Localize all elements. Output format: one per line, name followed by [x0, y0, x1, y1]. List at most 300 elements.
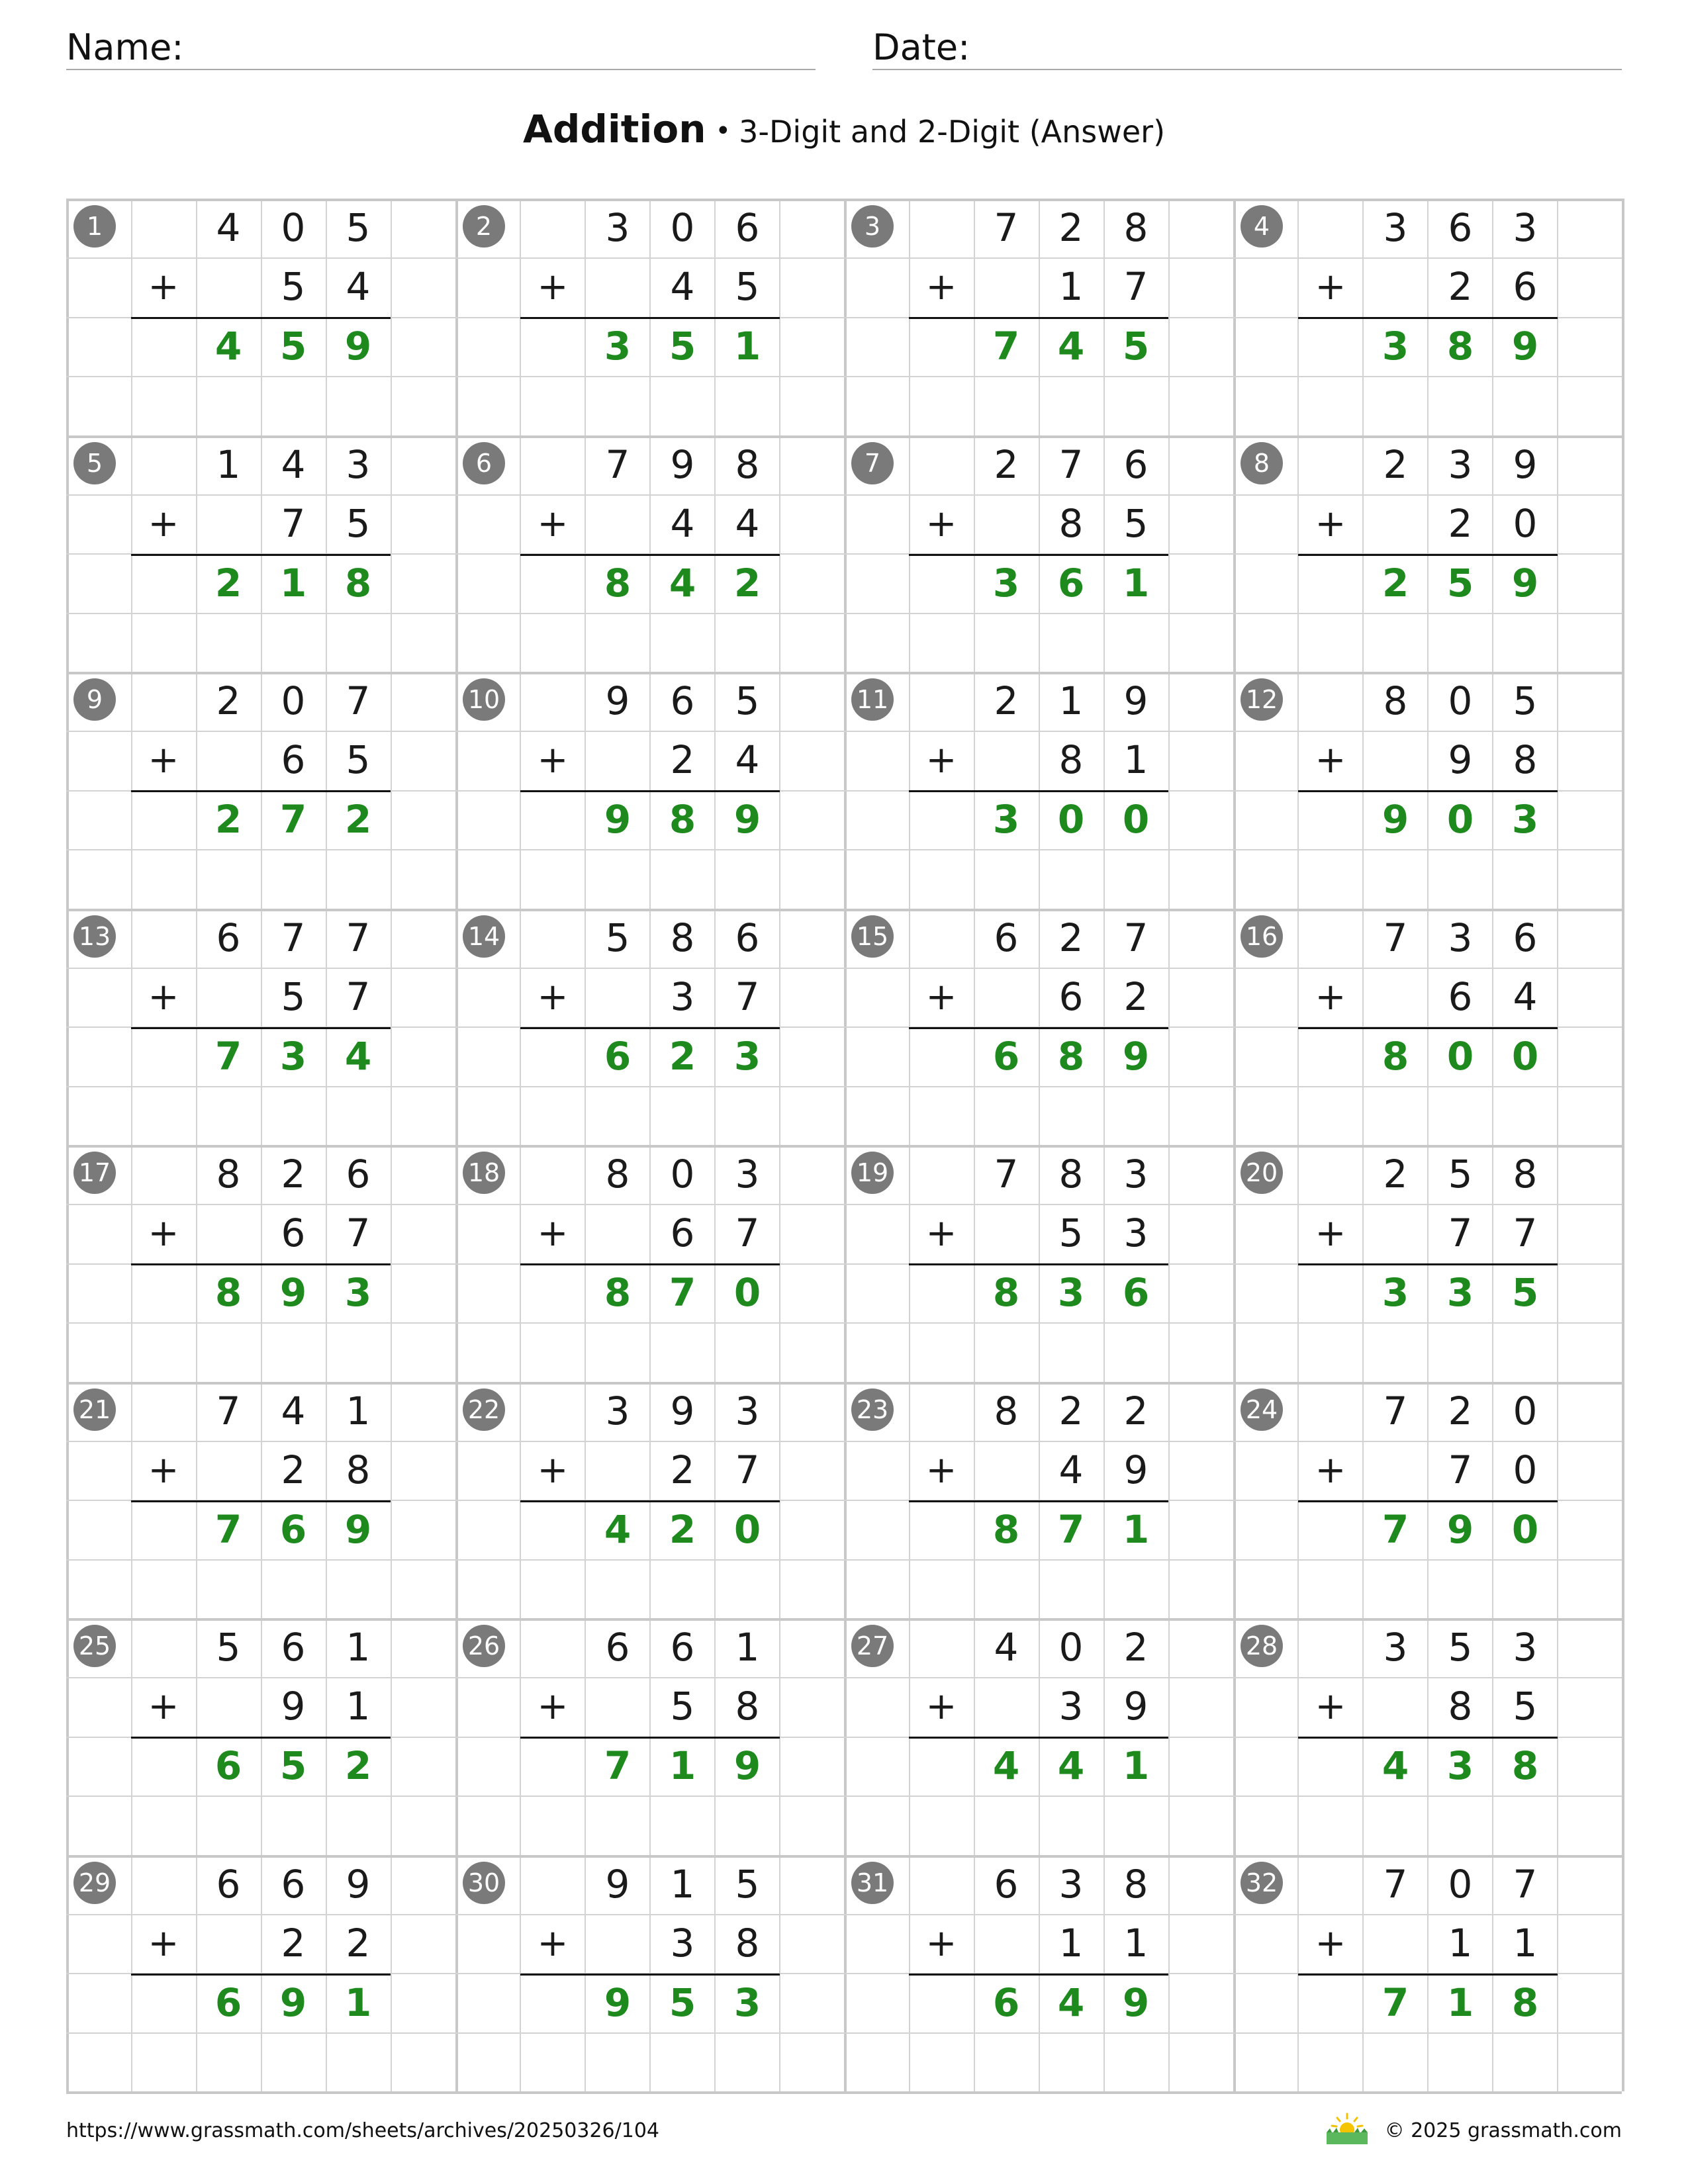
problem-number-badge: 8 — [1241, 442, 1283, 484]
answer-digit: 2 — [214, 561, 242, 606]
plus-sign: + — [148, 976, 179, 1019]
answer-digit: 7 — [604, 1743, 632, 1788]
answer-digit: 0 — [1511, 1034, 1539, 1079]
problem-number-badge: 13 — [73, 915, 116, 958]
answer-digit: 8 — [604, 1270, 632, 1315]
date-field[interactable] — [872, 20, 1622, 70]
answer-digit: 8 — [1446, 324, 1474, 369]
addend-bottom-digit: 7 — [735, 1447, 760, 1492]
plus-sign: + — [925, 1449, 957, 1492]
answer-digit: 4 — [214, 324, 242, 369]
problem-31 — [844, 1855, 1233, 2091]
addend-bottom-digit: 6 — [1448, 974, 1473, 1019]
answer-digit: 5 — [1511, 1270, 1539, 1315]
problem-number-badge: 32 — [1241, 1862, 1283, 1904]
answer-digit: 2 — [1382, 561, 1409, 606]
plus-sign: + — [537, 1449, 569, 1492]
problem-number-badge: 22 — [463, 1388, 505, 1431]
problem-number-badge: 20 — [1241, 1152, 1283, 1194]
addend-top-digit: 6 — [605, 1625, 630, 1670]
answer-digit: 3 — [1382, 324, 1409, 369]
answer-digit: 2 — [733, 561, 761, 606]
plus-sign: + — [148, 502, 179, 545]
answer-digit: 6 — [279, 1507, 307, 1552]
problem-32 — [1233, 1855, 1622, 2091]
title-main: Addition — [522, 107, 706, 152]
plus-sign: + — [925, 976, 957, 1019]
addend-top-digit: 7 — [1383, 1388, 1408, 1433]
problem-23 — [844, 1382, 1233, 1617]
answer-digit: 1 — [669, 1743, 696, 1788]
problem-number-badge: 17 — [73, 1152, 116, 1194]
addend-top-digit: 7 — [994, 1152, 1019, 1197]
addend-top-digit: 7 — [281, 915, 306, 960]
addend-top-digit: 0 — [670, 205, 695, 250]
addend-bottom-digit: 7 — [281, 501, 306, 546]
worksheet-title — [0, 99, 1688, 163]
addend-top-digit: 6 — [281, 1862, 306, 1907]
addend-bottom-digit: 2 — [670, 737, 695, 782]
addend-bottom-digit: 1 — [1513, 1921, 1538, 1966]
addend-bottom-digit: 1 — [1058, 264, 1084, 309]
addend-top-digit: 2 — [281, 1152, 306, 1197]
answer-digit: 7 — [1382, 1980, 1409, 2025]
addend-top-digit: 6 — [216, 1862, 241, 1907]
plus-sign: + — [925, 502, 957, 545]
grid-line-horizontal — [66, 2091, 1622, 2094]
date-label: Date: — [872, 26, 970, 68]
answer-digit: 6 — [992, 1034, 1020, 1079]
plus-sign: + — [1315, 265, 1346, 308]
answer-digit: 9 — [733, 797, 761, 842]
answer-digit: 6 — [1122, 1270, 1150, 1315]
plus-sign: + — [537, 739, 569, 782]
answer-digit: 8 — [214, 1270, 242, 1315]
addend-bottom-digit: 9 — [1123, 1684, 1149, 1729]
addend-top-digit: 5 — [1513, 678, 1538, 723]
plus-sign: + — [148, 1449, 179, 1492]
answer-digit: 7 — [279, 797, 307, 842]
addend-bottom-digit: 4 — [735, 737, 760, 782]
addend-top-digit: 1 — [346, 1388, 371, 1433]
addend-bottom-digit: 6 — [1058, 974, 1084, 1019]
answer-digit: 8 — [1511, 1743, 1539, 1788]
problem-number-badge: 5 — [73, 442, 116, 484]
addend-top-digit: 2 — [994, 678, 1019, 723]
addend-top-digit: 7 — [1123, 915, 1149, 960]
plus-sign: + — [537, 1922, 569, 1965]
addend-top-digit: 6 — [1513, 915, 1538, 960]
problem-number-badge: 7 — [851, 442, 894, 484]
problem-number-badge: 14 — [463, 915, 505, 958]
answer-digit: 4 — [1057, 1743, 1085, 1788]
plus-sign: + — [1315, 502, 1346, 545]
answer-digit: 0 — [733, 1270, 761, 1315]
answer-digit: 0 — [1122, 797, 1150, 842]
addend-bottom-digit: 7 — [1448, 1210, 1473, 1255]
plus-sign: + — [1315, 976, 1346, 1019]
answer-digit: 4 — [1057, 1980, 1085, 2025]
answer-digit: 3 — [604, 324, 632, 369]
addend-bottom-digit: 3 — [670, 1921, 695, 1966]
answer-digit: 4 — [1382, 1743, 1409, 1788]
plus-sign: + — [537, 502, 569, 545]
plus-sign: + — [148, 265, 179, 308]
addend-top-digit: 0 — [1448, 1862, 1473, 1907]
addend-top-digit: 6 — [994, 915, 1019, 960]
problem-number-badge: 15 — [851, 915, 894, 958]
problem-number-badge: 19 — [851, 1152, 894, 1194]
answer-digit: 8 — [1511, 1980, 1539, 2025]
footer-url[interactable]: https://www.grassmath.com/sheets/archives/20250326/104 — [66, 2119, 660, 2142]
answer-digit: 8 — [669, 797, 696, 842]
answer-digit: 0 — [1446, 1034, 1474, 1079]
addend-bottom-digit: 4 — [1058, 1447, 1084, 1492]
addend-top-digit: 6 — [735, 915, 760, 960]
problem-21 — [66, 1382, 455, 1617]
addend-top-digit: 5 — [605, 915, 630, 960]
plus-sign: + — [1315, 1212, 1346, 1255]
addend-top-digit: 6 — [216, 915, 241, 960]
answer-digit: 7 — [992, 324, 1020, 369]
addend-bottom-digit: 5 — [1123, 501, 1149, 546]
answer-digit: 2 — [344, 1743, 372, 1788]
answer-digit: 5 — [279, 324, 307, 369]
addend-top-digit: 7 — [605, 442, 630, 487]
addend-bottom-digit: 3 — [1123, 1210, 1149, 1255]
answer-digit: 8 — [344, 561, 372, 606]
problem-24 — [1233, 1382, 1622, 1617]
answer-digit: 1 — [344, 1980, 372, 2025]
answer-digit: 9 — [733, 1743, 761, 1788]
addend-top-digit: 1 — [1058, 678, 1084, 723]
addend-bottom-digit: 2 — [1123, 974, 1149, 1019]
addend-top-digit: 0 — [1513, 1388, 1538, 1433]
addend-bottom-digit: 3 — [1058, 1684, 1084, 1729]
problem-22 — [455, 1382, 845, 1617]
answer-digit: 4 — [669, 561, 696, 606]
addend-top-digit: 0 — [670, 1152, 695, 1197]
answer-digit: 3 — [1446, 1270, 1474, 1315]
title-subtitle: 3-Digit and 2-Digit (Answer) — [739, 114, 1166, 150]
addend-top-digit: 3 — [605, 205, 630, 250]
answer-digit: 5 — [669, 324, 696, 369]
answer-digit: 7 — [1057, 1507, 1085, 1552]
answer-digit: 1 — [733, 324, 761, 369]
answer-digit: 1 — [1122, 1743, 1150, 1788]
problem-28 — [1233, 1618, 1622, 1854]
addend-bottom-digit: 4 — [670, 264, 695, 309]
plus-sign: + — [925, 265, 957, 308]
addend-bottom-digit: 7 — [346, 1210, 371, 1255]
addend-bottom-digit: 7 — [1123, 264, 1149, 309]
addend-top-digit: 4 — [281, 1388, 306, 1433]
answer-digit: 3 — [1446, 1743, 1474, 1788]
addend-top-digit: 5 — [1448, 1625, 1473, 1670]
addend-top-digit: 3 — [1383, 205, 1408, 250]
answer-digit: 3 — [1057, 1270, 1085, 1315]
addend-top-digit: 2 — [1383, 442, 1408, 487]
addend-bottom-digit: 6 — [281, 1210, 306, 1255]
problem-15 — [844, 909, 1233, 1144]
addend-top-digit: 8 — [1123, 205, 1149, 250]
answer-digit: 1 — [279, 561, 307, 606]
addend-top-digit: 2 — [1383, 1152, 1408, 1197]
problem-number-badge: 1 — [73, 205, 116, 248]
answer-digit: 9 — [604, 797, 632, 842]
problem-number-badge: 12 — [1241, 678, 1283, 721]
addend-bottom-digit: 5 — [281, 974, 306, 1019]
answer-digit: 3 — [733, 1980, 761, 2025]
answer-digit: 1 — [1122, 1507, 1150, 1552]
addend-top-digit: 8 — [670, 915, 695, 960]
plus-sign: + — [148, 1212, 179, 1255]
answer-digit: 2 — [669, 1507, 696, 1552]
problem-5 — [66, 435, 455, 671]
problem-number-badge: 6 — [463, 442, 505, 484]
answer-digit: 8 — [992, 1507, 1020, 1552]
addend-top-digit: 3 — [1058, 1862, 1084, 1907]
addend-top-digit: 6 — [346, 1152, 371, 1197]
answer-digit: 9 — [279, 1980, 307, 2025]
problem-13 — [66, 909, 455, 1144]
problem-number-badge: 28 — [1241, 1625, 1283, 1667]
answer-digit: 1 — [1446, 1980, 1474, 2025]
problem-11 — [844, 672, 1233, 907]
answer-digit: 0 — [733, 1507, 761, 1552]
addend-top-digit: 0 — [1448, 678, 1473, 723]
plus-sign: + — [537, 976, 569, 1019]
plus-sign: + — [537, 265, 569, 308]
answer-digit: 2 — [669, 1034, 696, 1079]
problem-16 — [1233, 909, 1622, 1144]
addend-top-digit: 8 — [735, 442, 760, 487]
problem-number-badge: 18 — [463, 1152, 505, 1194]
addend-bottom-digit: 9 — [1123, 1447, 1149, 1492]
addend-bottom-digit: 2 — [281, 1447, 306, 1492]
answer-digit: 9 — [1122, 1980, 1150, 2025]
addend-top-digit: 2 — [1058, 205, 1084, 250]
addend-top-digit: 1 — [216, 442, 241, 487]
answer-digit: 0 — [1446, 797, 1474, 842]
answer-digit: 6 — [214, 1743, 242, 1788]
addend-top-digit: 9 — [670, 1388, 695, 1433]
addend-top-digit: 1 — [670, 1862, 695, 1907]
addend-bottom-digit: 8 — [1058, 501, 1084, 546]
addend-top-digit: 8 — [1383, 678, 1408, 723]
addend-top-digit: 4 — [281, 442, 306, 487]
problem-10 — [455, 672, 845, 907]
answer-digit: 0 — [1057, 797, 1085, 842]
addend-top-digit: 9 — [605, 678, 630, 723]
problem-9 — [66, 672, 455, 907]
answer-digit: 6 — [992, 1980, 1020, 2025]
addend-top-digit: 7 — [1383, 1862, 1408, 1907]
addend-top-digit: 7 — [346, 678, 371, 723]
addend-bottom-digit: 7 — [1513, 1210, 1538, 1255]
addend-top-digit: 8 — [1123, 1862, 1149, 1907]
problem-29 — [66, 1855, 455, 2091]
plus-sign: + — [1315, 1685, 1346, 1728]
answer-digit: 9 — [279, 1270, 307, 1315]
addend-bottom-digit: 5 — [1058, 1210, 1084, 1255]
addend-top-digit: 9 — [1123, 678, 1149, 723]
addend-bottom-digit: 8 — [346, 1447, 371, 1492]
addend-bottom-digit: 6 — [670, 1210, 695, 1255]
problem-number-badge: 24 — [1241, 1388, 1283, 1431]
answer-digit: 1 — [1122, 561, 1150, 606]
addend-top-digit: 5 — [735, 1862, 760, 1907]
problem-number-badge: 10 — [463, 678, 505, 721]
addend-top-digit: 2 — [1123, 1388, 1149, 1433]
addend-bottom-digit: 2 — [1448, 264, 1473, 309]
answer-digit: 9 — [1446, 1507, 1474, 1552]
addend-bottom-digit: 5 — [1513, 1684, 1538, 1729]
addend-top-digit: 2 — [994, 442, 1019, 487]
addend-top-digit: 7 — [1513, 1862, 1538, 1907]
addend-bottom-digit: 7 — [735, 974, 760, 1019]
addend-bottom-digit: 2 — [346, 1921, 371, 1966]
addend-top-digit: 5 — [1448, 1152, 1473, 1197]
addend-bottom-digit: 8 — [735, 1921, 760, 1966]
addend-top-digit: 3 — [1513, 205, 1538, 250]
addend-top-digit: 9 — [605, 1862, 630, 1907]
addend-top-digit: 7 — [216, 1388, 241, 1433]
grass-sun-logo-icon — [1324, 2111, 1370, 2146]
addend-top-digit: 6 — [994, 1862, 1019, 1907]
addend-top-digit: 6 — [1448, 205, 1473, 250]
addend-top-digit: 9 — [670, 442, 695, 487]
problem-number-badge: 3 — [851, 205, 894, 248]
problem-2 — [455, 199, 845, 434]
addend-top-digit: 4 — [216, 205, 241, 250]
addend-bottom-digit: 1 — [1058, 1921, 1084, 1966]
addend-top-digit: 7 — [1058, 442, 1084, 487]
problem-number-badge: 4 — [1241, 205, 1283, 248]
problem-number-badge: 9 — [73, 678, 116, 721]
addend-top-digit: 5 — [735, 678, 760, 723]
problem-number-badge: 23 — [851, 1388, 894, 1431]
problem-number-badge: 29 — [73, 1862, 116, 1904]
plus-sign: + — [537, 1212, 569, 1255]
addend-bottom-digit: 3 — [670, 974, 695, 1019]
answer-digit: 0 — [1511, 1507, 1539, 1552]
plus-sign: + — [1315, 739, 1346, 782]
plus-sign: + — [925, 1922, 957, 1965]
answer-digit: 8 — [992, 1270, 1020, 1315]
answer-digit: 9 — [604, 1980, 632, 2025]
addend-top-digit: 3 — [1513, 1625, 1538, 1670]
addend-top-digit: 1 — [346, 1625, 371, 1670]
addend-top-digit: 8 — [216, 1152, 241, 1197]
addend-top-digit: 1 — [735, 1625, 760, 1670]
addend-top-digit: 7 — [1383, 915, 1408, 960]
addend-bottom-digit: 2 — [1448, 501, 1473, 546]
addend-top-digit: 0 — [281, 205, 306, 250]
plus-sign: + — [1315, 1449, 1346, 1492]
answer-digit: 6 — [214, 1980, 242, 2025]
problem-7 — [844, 435, 1233, 671]
answer-digit: 2 — [344, 797, 372, 842]
footer-copyright: © 2025 grassmath.com — [1384, 2119, 1622, 2142]
addend-bottom-digit: 1 — [1448, 1921, 1473, 1966]
addend-bottom-digit: 8 — [1058, 737, 1084, 782]
addend-top-digit: 3 — [1448, 915, 1473, 960]
problem-number-badge: 16 — [1241, 915, 1283, 958]
addend-bottom-digit: 1 — [346, 1684, 371, 1729]
answer-digit: 6 — [604, 1034, 632, 1079]
addend-bottom-digit: 4 — [670, 501, 695, 546]
addend-top-digit: 0 — [281, 678, 306, 723]
answer-digit: 9 — [344, 1507, 372, 1552]
addend-bottom-digit: 8 — [1448, 1684, 1473, 1729]
addend-top-digit: 6 — [735, 205, 760, 250]
problem-grid — [66, 199, 1622, 2091]
addend-bottom-digit: 7 — [346, 974, 371, 1019]
problem-3 — [844, 199, 1233, 434]
answer-digit: 4 — [992, 1743, 1020, 1788]
problem-17 — [66, 1145, 455, 1381]
addend-top-digit: 5 — [216, 1625, 241, 1670]
answer-digit: 7 — [1382, 1507, 1409, 1552]
addend-bottom-digit: 9 — [281, 1684, 306, 1729]
addend-bottom-digit: 2 — [281, 1921, 306, 1966]
name-field[interactable] — [66, 20, 816, 70]
addend-top-digit: 6 — [670, 1625, 695, 1670]
addend-bottom-digit: 1 — [1123, 737, 1149, 782]
plus-sign: + — [925, 1212, 957, 1255]
answer-digit: 5 — [1446, 561, 1474, 606]
answer-digit: 7 — [669, 1270, 696, 1315]
answer-digit: 2 — [214, 797, 242, 842]
addend-top-digit: 8 — [1513, 1152, 1538, 1197]
addend-bottom-digit: 8 — [735, 1684, 760, 1729]
addend-top-digit: 9 — [1513, 442, 1538, 487]
problem-4 — [1233, 199, 1622, 434]
answer-digit: 4 — [604, 1507, 632, 1552]
addend-top-digit: 3 — [346, 442, 371, 487]
answer-digit: 3 — [279, 1034, 307, 1079]
addend-bottom-digit: 7 — [735, 1210, 760, 1255]
answer-digit: 5 — [279, 1743, 307, 1788]
answer-digit: 9 — [1511, 561, 1539, 606]
answer-digit: 9 — [1122, 1034, 1150, 1079]
problem-14 — [455, 909, 845, 1144]
problem-number-badge: 2 — [463, 205, 505, 248]
addend-bottom-digit: 5 — [346, 501, 371, 546]
addend-top-digit: 5 — [346, 205, 371, 250]
addend-bottom-digit: 5 — [670, 1684, 695, 1729]
addend-top-digit: 4 — [994, 1625, 1019, 1670]
answer-digit: 3 — [992, 797, 1020, 842]
addend-bottom-digit: 0 — [1513, 1447, 1538, 1492]
addend-top-digit: 2 — [216, 678, 241, 723]
addend-bottom-digit: 8 — [1513, 737, 1538, 782]
answer-digit: 8 — [604, 561, 632, 606]
answer-digit: 7 — [214, 1507, 242, 1552]
answer-digit: 4 — [344, 1034, 372, 1079]
problem-12 — [1233, 672, 1622, 907]
answer-digit: 9 — [1511, 324, 1539, 369]
addend-bottom-digit: 5 — [281, 264, 306, 309]
addend-top-digit: 0 — [1058, 1625, 1084, 1670]
answer-digit: 9 — [1382, 797, 1409, 842]
problem-number-badge: 25 — [73, 1625, 116, 1667]
addend-bottom-digit: 6 — [281, 737, 306, 782]
addend-bottom-digit: 6 — [1513, 264, 1538, 309]
addend-top-digit: 6 — [670, 678, 695, 723]
addend-top-digit: 3 — [1123, 1152, 1149, 1197]
